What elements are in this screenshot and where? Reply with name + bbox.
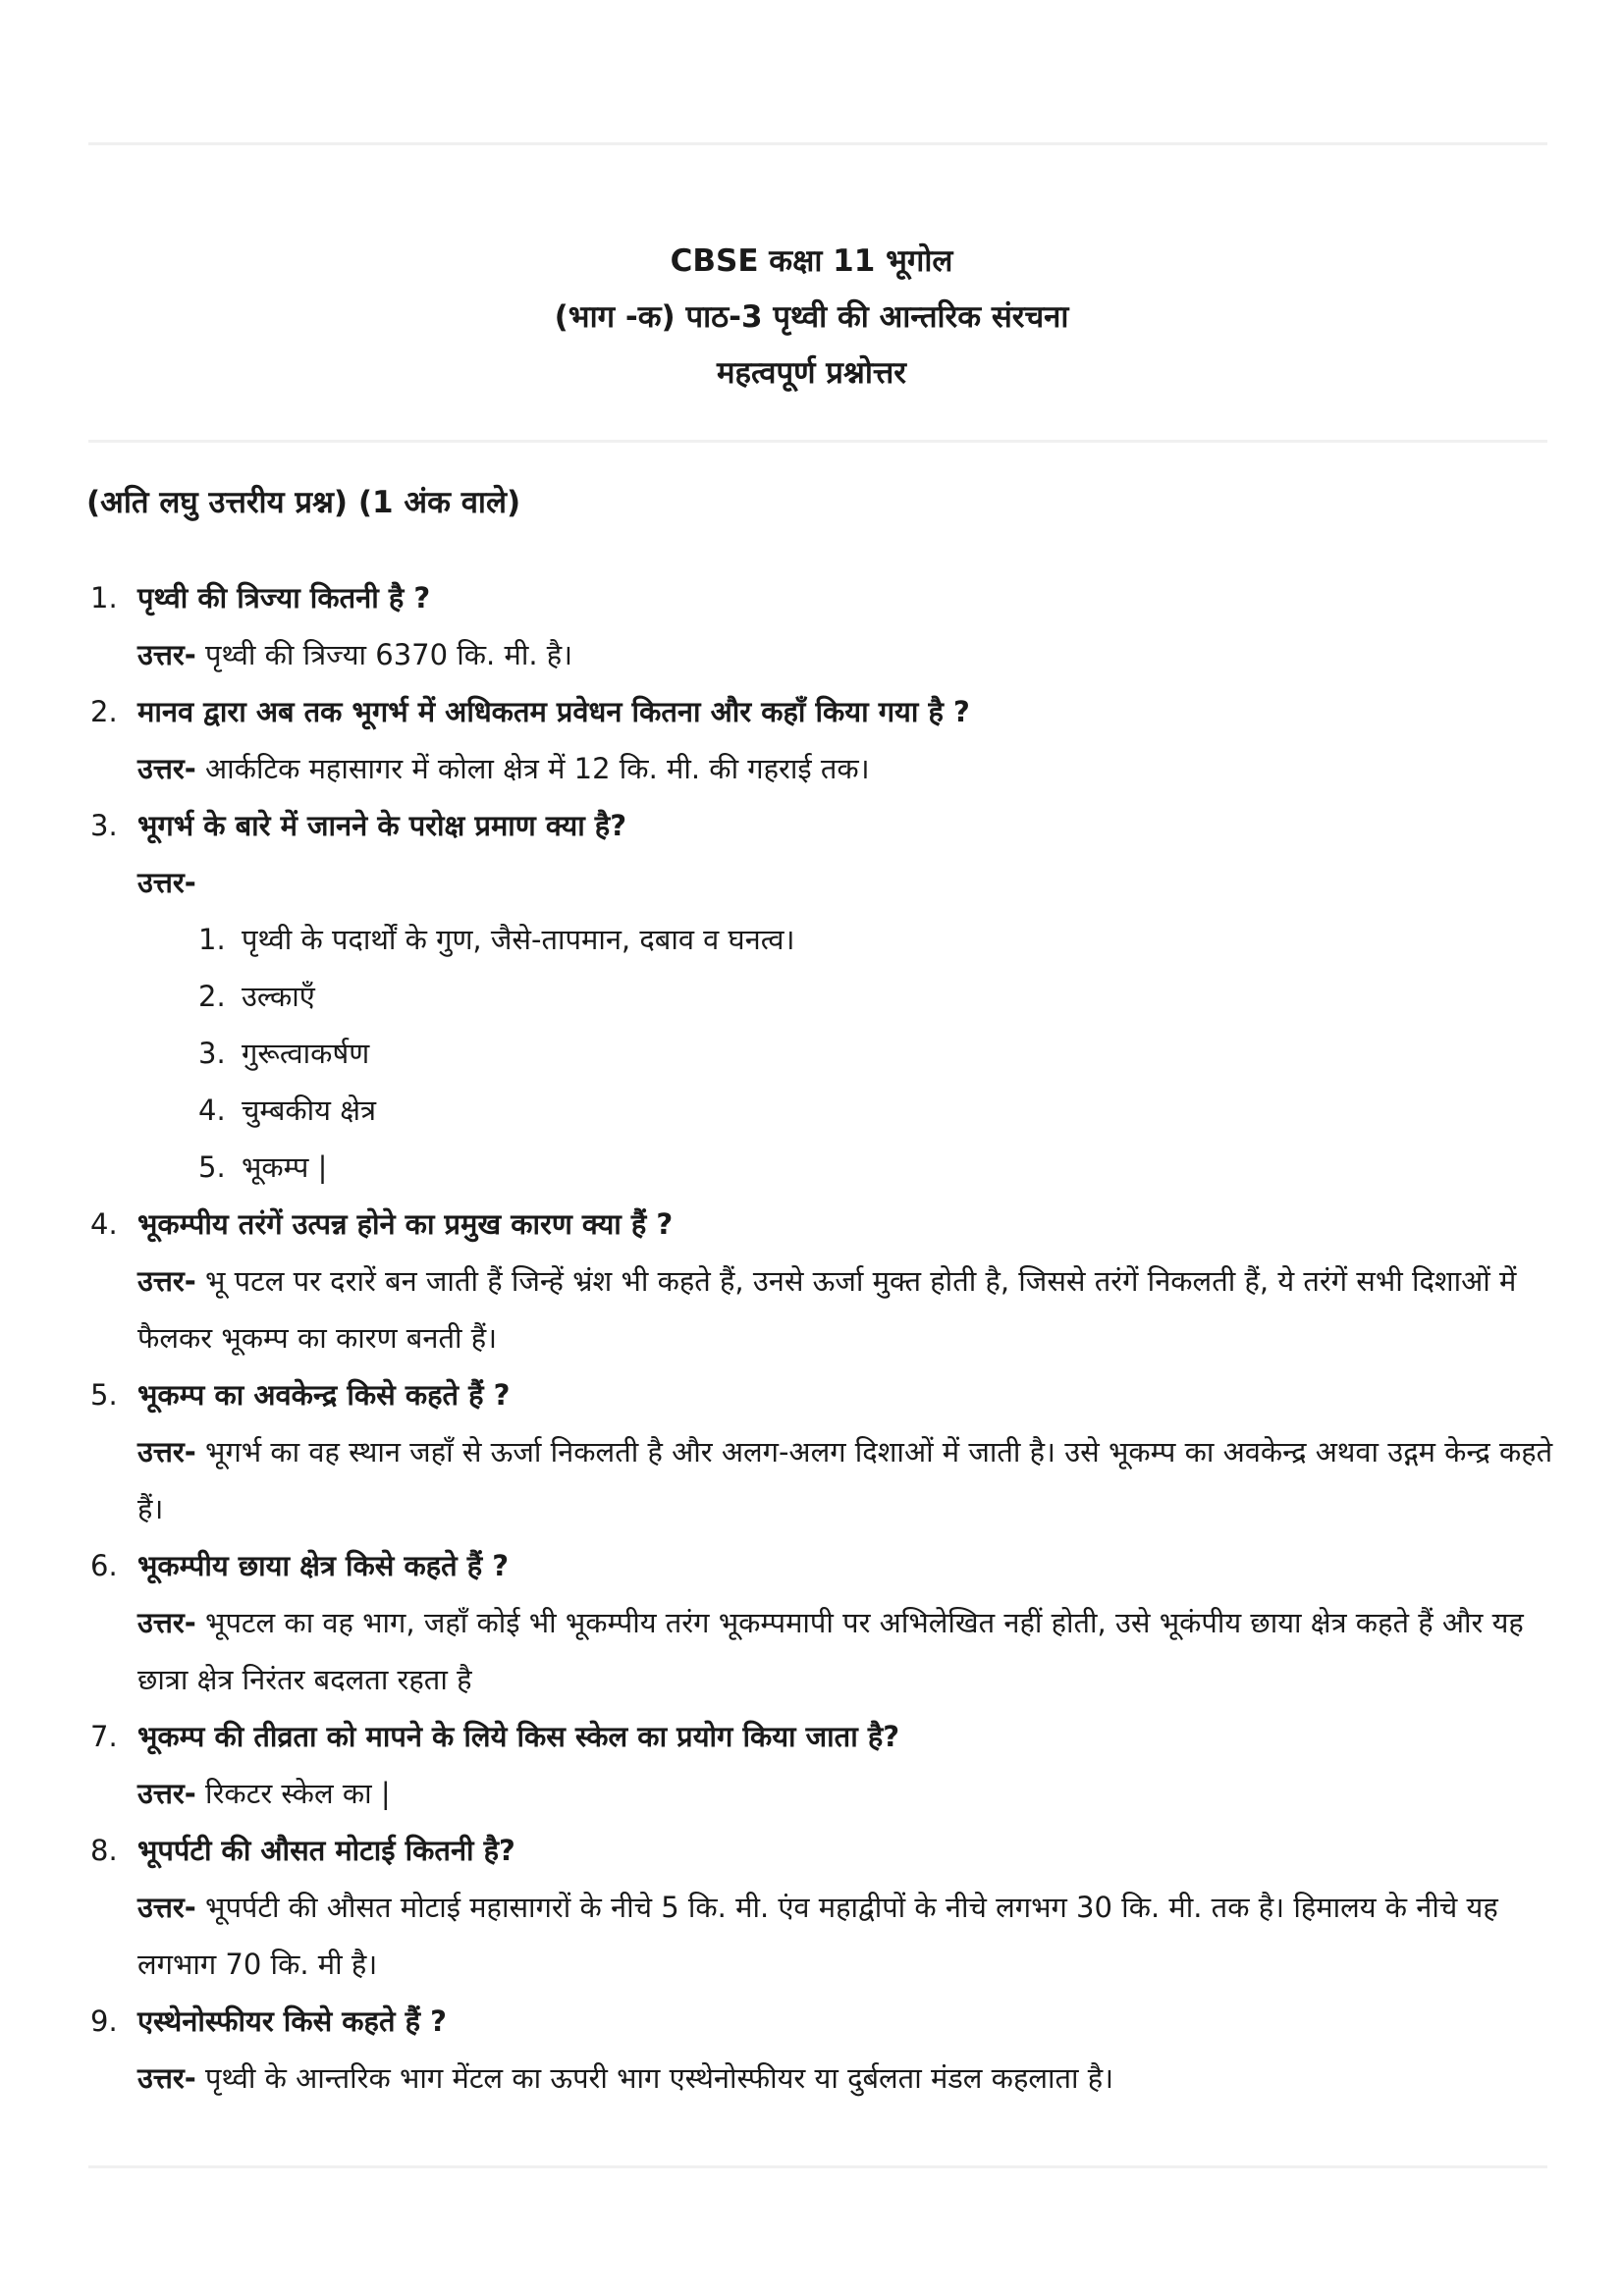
answer — [137, 740, 1561, 797]
answer-label: उत्तर- — [137, 752, 196, 785]
answer-label: उत्तर- — [137, 1264, 196, 1298]
question-list — [88, 569, 1561, 2107]
question-text: पृथ्वी की त्रिज्या कितनी है ? — [137, 581, 431, 614]
answer-subitem — [198, 1139, 1561, 1196]
question-text: भूकम्पीय तरंगें उत्पन्न होने का प्रमुख कारण क्या हैं ? — [137, 1207, 674, 1241]
subitem-number: 3. — [198, 1037, 226, 1070]
question-text: भूकम्प का अवकेन्द्र किसे कहते हैं ? — [137, 1378, 511, 1412]
answer — [137, 854, 1561, 911]
subitem-number: 2. — [198, 980, 226, 1013]
subitem-text: पृथ्वी के पदार्थों के गुण, जैसे-तापमान, दबाव व घनत्व। — [242, 923, 795, 956]
question-text: एस्थेनोस्फीयर किसे कहते हैं ? — [137, 2004, 447, 2038]
answer — [137, 1253, 1561, 1366]
header-class-subject: CBSE कक्षा 11 भूगोल — [670, 243, 953, 279]
question-item — [88, 1708, 1561, 1822]
answer-text: भू पटल पर दरारें बन जाती हैं जिन्हें भ्रंश भी कहते हैं, उनसे ऊर्जा मुक्त होती है, जिससे तरंगें निकलती हैं, ये तरंगें सभी दिशाओं में फैलकर भूकम्प का कारण बनती हैं। — [137, 1264, 1517, 1355]
question-number: 1. — [90, 581, 118, 614]
answer-text: आर्कटिक महासागर में कोला क्षेत्र में 12 कि. मी. की गहराई तक। — [195, 752, 870, 785]
answer-subitem — [198, 968, 1561, 1025]
answer-label: उत्तर- — [137, 1606, 196, 1639]
question-item — [88, 1196, 1561, 1366]
section-title: (अति लघु उत्तरीय प्रश्न) (1 अंक वाले) — [86, 485, 521, 520]
answer-text: पृथ्वी के आन्तरिक भाग मेंटल का ऊपरी भाग एस्थेनोस्फीयर या दुर्बलता मंडल कहलाता है। — [195, 2061, 1114, 2095]
answer — [137, 1594, 1561, 1708]
question-text: भूकम्प की तीव्रता को मापने के लिये किस स्केल का प्रयोग किया जाता है? — [137, 1720, 900, 1753]
header-chapter: (भाग -क) पाठ-3 पृथ्वी की आन्तरिक संरचना — [554, 299, 1069, 335]
answer-label: उत्तर- — [137, 1435, 196, 1468]
question-number: 7. — [90, 1720, 118, 1753]
answer-label: उत्तर- — [137, 1777, 196, 1810]
subitem-text: उल्काएँ — [242, 980, 315, 1013]
bottom-divider — [88, 2165, 1547, 2168]
subitem-text: भूकम्प | — [242, 1150, 328, 1184]
question-number: 8. — [90, 1834, 118, 1867]
subitem-number: 1. — [198, 923, 226, 956]
header-subtitle: महत्वपूर्ण प्रश्नोत्तर — [717, 355, 906, 391]
question-item — [88, 1993, 1561, 2107]
answer-sublist — [137, 911, 1561, 1196]
answer-subitem — [198, 1025, 1561, 1082]
question-item — [88, 683, 1561, 797]
answer-text: रिकटर स्केल का | — [195, 1777, 391, 1810]
question-number: 5. — [90, 1378, 118, 1412]
question-number: 4. — [90, 1207, 118, 1241]
question-number: 6. — [90, 1549, 118, 1582]
question-item — [88, 1537, 1561, 1708]
question-number: 9. — [90, 2004, 118, 2038]
answer-label: उत्तर- — [137, 638, 196, 671]
answer-text: पृथ्वी की त्रिज्या 6370 कि. मी. है। — [195, 638, 573, 671]
answer-subitem — [198, 911, 1561, 968]
answer — [137, 1423, 1561, 1537]
question-item — [88, 1366, 1561, 1537]
document-header — [0, 234, 1623, 401]
answer — [137, 626, 1561, 683]
question-item — [88, 569, 1561, 683]
question-number: 2. — [90, 695, 118, 728]
subitem-text: चुम्बकीय क्षेत्र — [242, 1094, 377, 1127]
question-text: भूकम्पीय छाया क्षेत्र किसे कहते हैं ? — [137, 1549, 510, 1582]
answer-subitem — [198, 1082, 1561, 1139]
answer-text: भूपटल का वह भाग, जहाँ कोई भी भूकम्पीय तरंग भूकम्पमापी पर अभिलेखित नहीं होती, उसे भूकंपीय छाया क्षेत्र कहते हैं और यह छात्रा क्षेत्र निरंतर बदलता रहता है — [137, 1606, 1524, 1696]
answer — [137, 1765, 1561, 1822]
header-divider — [88, 440, 1547, 443]
question-text: मानव द्वारा अब तक भूगर्भ में अधिकतम प्रवेधन कितना और कहाँ किया गया है ? — [137, 695, 970, 728]
subitem-number: 5. — [198, 1150, 226, 1184]
answer — [137, 2050, 1561, 2107]
subitem-text: गुरूत्वाकर्षण — [242, 1037, 370, 1070]
answer — [137, 1879, 1561, 1993]
answer-label: उत्तर- — [137, 2061, 196, 2095]
top-divider — [88, 142, 1547, 145]
question-text: भूपर्पटी की औसत मोटाई कितनी है? — [137, 1834, 515, 1867]
question-text: भूगर्भ के बारे में जानने के परोक्ष प्रमाण क्या है? — [137, 809, 627, 842]
answer-label: उत्तर- — [137, 1891, 196, 1924]
question-item — [88, 797, 1561, 1196]
question-item — [88, 1822, 1561, 1993]
subitem-number: 4. — [198, 1094, 226, 1127]
answer-text: भूगर्भ का वह स्थान जहाँ से ऊर्जा निकलती है और अलग-अलग दिशाओं में जाती है। उसे भूकम्प का अवकेन्द्र अथवा उद्गम केन्द्र कहते हैं। — [137, 1435, 1553, 1525]
answer-text: भूपर्पटी की औसत मोटाई महासागरों के नीचे 5 कि. मी. एंव महाद्वीपों के नीचे लगभग 30 कि. मी. तक है। हिमालय के नीचे यह लगभाग 70 कि. मी है। — [137, 1891, 1498, 1981]
answer-label: उत्तर- — [137, 866, 196, 899]
question-number: 3. — [90, 809, 118, 842]
